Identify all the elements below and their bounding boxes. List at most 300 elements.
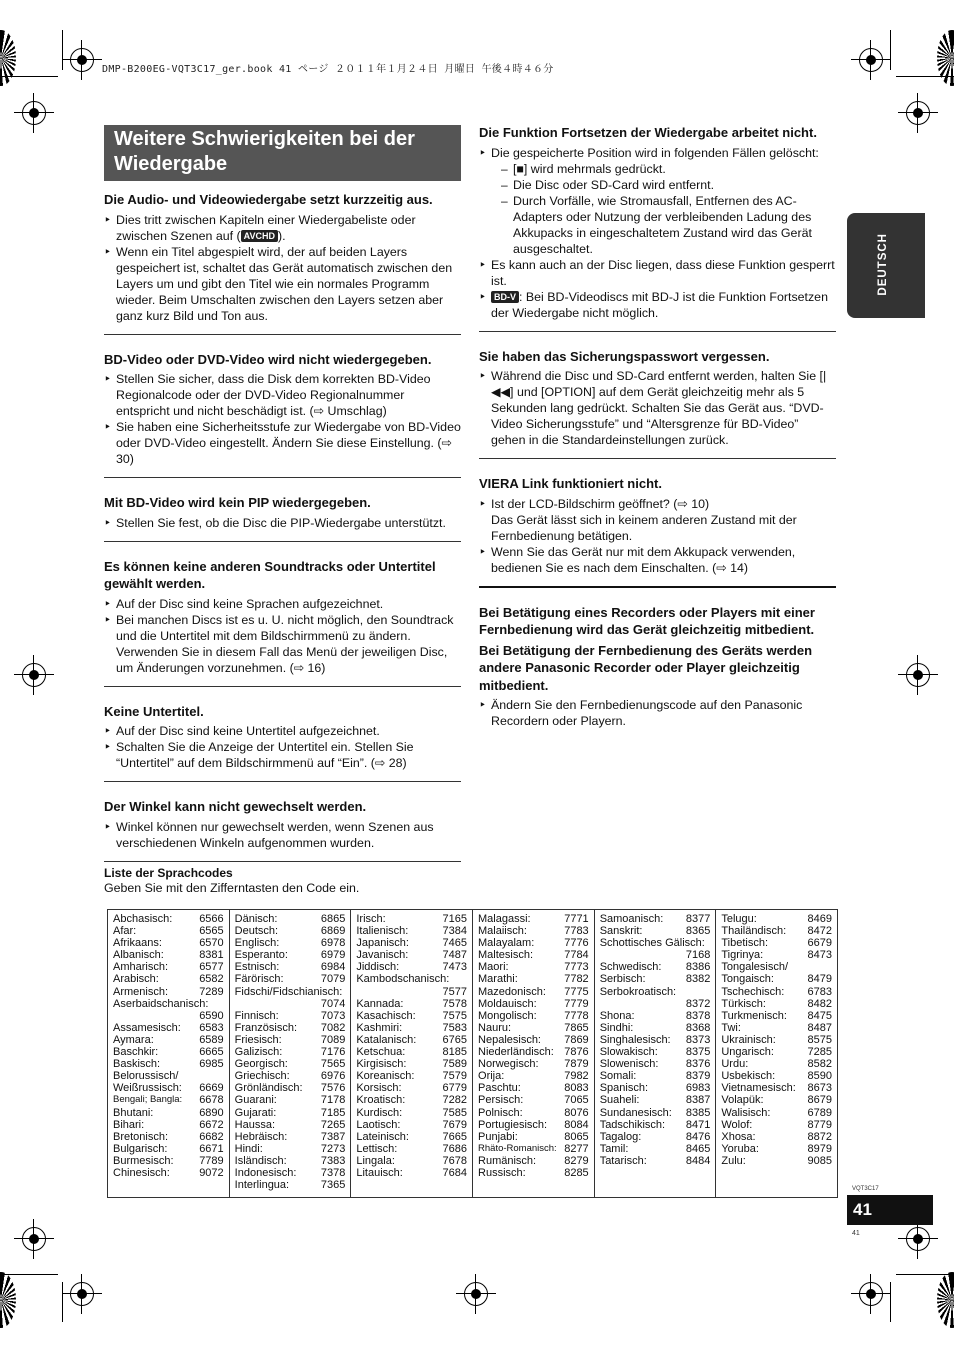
language-name: Polnisch: [478, 1106, 523, 1119]
language-code: 8375 [685, 1046, 711, 1059]
language-name: Maltesisch: [478, 949, 534, 962]
language-code: 7465 [442, 937, 468, 950]
language-code: 6890 [199, 1106, 224, 1119]
language-name: Urdu: [721, 1058, 749, 1071]
language-name: Xhosa: [721, 1130, 756, 1143]
language-row [600, 949, 711, 961]
language-row [235, 1046, 346, 1058]
language-code: 6665 [199, 1046, 224, 1059]
crop-mark [0, 76, 58, 77]
language-row [235, 1143, 346, 1155]
language-row [478, 1046, 589, 1058]
language-name: Bengali; Bangla: [113, 1094, 183, 1106]
language-row [600, 925, 711, 937]
language-code: 8385 [685, 1106, 711, 1119]
language-name: Englisch: [234, 937, 280, 950]
crop-mark [890, 30, 891, 70]
list-item [104, 419, 461, 467]
language-code: 7577 [442, 985, 468, 998]
language-row [600, 1022, 711, 1034]
language-row [113, 1010, 224, 1022]
language-code: 7779 [564, 997, 589, 1010]
language-name: Chinesisch: [113, 1166, 170, 1179]
language-row [721, 1022, 832, 1034]
language-row [600, 1107, 711, 1119]
list-item [479, 544, 836, 576]
language-row [113, 913, 224, 925]
item-text: Es kann auch an der Disc liegen, dass diese Funktion gesperrt ist. [491, 257, 835, 288]
list-item [104, 819, 461, 851]
language-name: Kirgisisch: [356, 1058, 407, 1071]
language-row [478, 913, 589, 925]
language-code: 8185 [442, 1046, 468, 1059]
language-row [356, 913, 467, 925]
language-name: Amharisch: [113, 961, 169, 974]
language-row [600, 1034, 711, 1046]
language-code: 8471 [685, 1118, 711, 1131]
item-list [479, 697, 836, 729]
language-code: 6678 [199, 1094, 224, 1107]
language-row [113, 1034, 224, 1046]
language-code: 8378 [685, 1009, 711, 1022]
language-code: 8482 [807, 997, 833, 1010]
language-row [113, 1119, 224, 1131]
language-name: Serbisch: [599, 973, 646, 986]
language-column [715, 910, 837, 1197]
language-name: Katalanisch: [356, 1033, 417, 1046]
language-row [356, 937, 467, 949]
item-text: Bei manchen Discs ist es u. U. nicht möglich, den Soundtrack und die Untertitel mit dem Bildschirmmenü zu ändern. Verwenden Sie in diesem Fall das Menü der jeweiligen Disc, um Änderungen vorzunehmen. (⇨ 16) [116, 612, 454, 675]
item-list [104, 212, 461, 324]
language-row [478, 1034, 589, 1046]
language-row [235, 1010, 346, 1022]
language-code: 7273 [320, 1142, 346, 1155]
language-code: 7686 [442, 1142, 468, 1155]
language-row [356, 1058, 467, 1070]
language-row [356, 998, 467, 1010]
language-name: Kurdisch: [356, 1106, 403, 1119]
language-row [721, 925, 832, 937]
language-name: Nauru: [478, 1021, 512, 1034]
registration-mark-icon [906, 1227, 930, 1251]
language-row [235, 925, 346, 937]
language-code: 7576 [320, 1082, 346, 1095]
language-code: 8373 [685, 1033, 711, 1046]
language-code: 6869 [320, 925, 346, 938]
language-row [113, 1082, 224, 1094]
list-item [104, 596, 461, 612]
language-code: 8379 [685, 1070, 711, 1083]
language-name: Schottisches Gälisch: [599, 937, 705, 950]
language-row [478, 1022, 589, 1034]
language-name: Ukrainisch: [721, 1033, 776, 1046]
language-name: Tamil: [599, 1142, 629, 1155]
section [479, 469, 836, 588]
item-list [479, 496, 836, 576]
language-code: 7082 [320, 1021, 346, 1034]
language-code: 7678 [442, 1154, 468, 1167]
language-code: 6577 [199, 961, 224, 974]
language-code: 7865 [564, 1021, 589, 1034]
side-tab [847, 213, 925, 318]
language-code: 8084 [564, 1118, 589, 1131]
language-row [235, 1094, 346, 1106]
language-code: 6566 [199, 913, 224, 925]
language-code: 6679 [807, 937, 833, 950]
language-code: 6570 [199, 937, 224, 950]
item-list [479, 368, 836, 448]
language-code: 7176 [320, 1046, 346, 1059]
language-code: 8465 [685, 1142, 711, 1155]
language-name: Samoanisch: [599, 913, 664, 925]
language-row [113, 1094, 224, 1106]
language-row [235, 1034, 346, 1046]
language-row [356, 1094, 467, 1106]
language-name: Malagassi: [478, 913, 531, 925]
language-row [235, 1082, 346, 1094]
language-name: Punjabi: [478, 1130, 518, 1143]
language-code: 8476 [685, 1130, 711, 1143]
language-name: Javanisch: [356, 949, 409, 962]
language-code: 6789 [807, 1106, 833, 1119]
section [479, 598, 836, 740]
language-name: Kashmiri: [356, 1021, 403, 1034]
language-row [113, 1131, 224, 1143]
crop-mark [896, 76, 954, 77]
language-row [600, 1094, 711, 1106]
language-name: Haussa: [234, 1118, 276, 1131]
language-code: 7783 [564, 925, 589, 938]
language-column [108, 910, 229, 1197]
item-continuation: Das Gerät lässt sich in keinem anderen Zustand mit der Fernbedienung betätigen. [491, 512, 797, 543]
language-row [113, 1046, 224, 1058]
section-heading: BD-Video oder DVD-Video wird nicht wiedergegeben. [104, 351, 432, 367]
language-row [721, 1010, 832, 1022]
language-name: Mongolisch: [478, 1009, 537, 1022]
language-row [478, 1119, 589, 1131]
section-heading: Es können keine anderen Soundtracks oder Untertitel gewählt werden. [104, 558, 436, 591]
item-text: Wenn Sie das Gerät nur mit dem Akkupack verwenden, bedienen Sie es nach dem Einschalten. (⇨ 14) [491, 544, 796, 575]
language-code: 7579 [442, 1070, 468, 1083]
language-row [478, 1143, 589, 1155]
language-name: Ketschua: [356, 1046, 406, 1059]
language-name: Orija: [478, 1070, 505, 1083]
language-row [600, 998, 711, 1010]
language-code: 7365 [320, 1179, 346, 1192]
language-row [600, 961, 711, 973]
language-row [113, 986, 224, 998]
language-codes-subtitle: Geben Sie mit den Zifferntasten den Code ein. [104, 881, 360, 895]
color-wheel-icon [937, 30, 954, 86]
language-name: Walisisch: [721, 1106, 771, 1119]
item-text: Sie haben eine Sicherheitsstufe zur Wiedergabe von BD-Video oder DVD-Video eingestellt. Ändern Sie diese Einstellung. (⇨ 30) [116, 420, 461, 466]
list-item [479, 289, 836, 321]
language-code: 7879 [564, 1058, 589, 1071]
language-row [235, 1167, 346, 1179]
language-row [721, 961, 832, 973]
item-text: Stellen Sie sicher, dass die Disk dem korrekten BD-Video Regionalcode oder der DVD-Video Regionalnummer entspricht und nicht beschädigt ist. (⇨ Umschlag) [116, 372, 431, 418]
sub-item: – [■] wird mehrmals gedrückt. [501, 161, 836, 177]
language-name: Maori: [478, 961, 509, 974]
language-row [113, 1167, 224, 1179]
language-code: 8779 [807, 1118, 833, 1131]
language-name: Esperanto: [234, 949, 288, 962]
language-row [721, 1155, 832, 1167]
language-column [229, 910, 351, 1197]
language-code: 6983 [685, 1082, 711, 1095]
language-name: Nepalesisch: [478, 1033, 541, 1046]
item-text: Ändern Sie den Fernbedienungscode auf den Panasonic Recordern oder Playern. [491, 698, 803, 728]
language-code: 8872 [807, 1130, 833, 1143]
language-name: Fidschi/Fidschianisch: [234, 985, 343, 998]
language-code: 7384 [442, 925, 468, 938]
language-row [235, 986, 346, 998]
section-heading: Die Audio- und Videowiedergabe setzt kurzzeitig aus. [104, 192, 433, 207]
language-row [113, 1143, 224, 1155]
language-code: 6978 [320, 937, 346, 950]
language-row [235, 1058, 346, 1070]
section [479, 342, 836, 460]
language-name: Laotisch: [356, 1118, 401, 1131]
language-code: 7487 [442, 949, 468, 962]
item-list [104, 723, 461, 771]
page-code: VQT3C17 [852, 1186, 879, 1192]
item-list [104, 819, 461, 851]
language-name: Griechisch: [234, 1070, 290, 1083]
language-code: 6985 [199, 1058, 224, 1071]
language-row [356, 1119, 467, 1131]
item-list [104, 371, 461, 467]
language-code: 8368 [685, 1021, 711, 1034]
language-row [235, 1131, 346, 1143]
language-name: Kambodschanisch: [356, 973, 450, 986]
language-row [113, 1058, 224, 1070]
language-name: Indonesisch: [234, 1166, 297, 1179]
language-code: 7784 [564, 949, 589, 962]
registration-mark-icon [22, 663, 46, 687]
language-code: 6672 [199, 1118, 224, 1131]
language-name: Lingala: [356, 1154, 395, 1167]
language-row [721, 1070, 832, 1082]
language-code: 7289 [199, 985, 224, 998]
language-code: 7869 [564, 1033, 589, 1046]
language-code: 8475 [807, 1009, 833, 1022]
crop-mark [890, 1282, 891, 1322]
language-name: Tigrinya: [721, 949, 764, 962]
section-heading: Sie haben das Sicherungspasswort vergessen. [479, 348, 770, 364]
language-row [721, 986, 832, 998]
language-row [356, 1034, 467, 1046]
language-code: 8469 [807, 913, 833, 925]
language-row [356, 973, 467, 985]
list-item [479, 368, 836, 448]
language-name: Kroatisch: [356, 1094, 406, 1107]
language-row [113, 961, 224, 973]
language-row [721, 1082, 832, 1094]
language-row [356, 1131, 467, 1143]
language-name: Sindhi: [599, 1021, 634, 1034]
language-row [356, 949, 467, 961]
language-row [235, 1022, 346, 1034]
language-code: 8979 [807, 1142, 833, 1155]
language-name: Moldauisch: [478, 997, 537, 1010]
item-text: Auf der Disc sind keine Untertitel aufgezeichnet. [116, 724, 380, 738]
language-row [600, 937, 711, 949]
language-row [235, 973, 346, 985]
language-name: Kannada: [356, 997, 404, 1010]
language-code: 7565 [320, 1058, 346, 1071]
language-row [235, 998, 346, 1010]
item-text: Die gespeicherte Position wird in folgenden Fällen gelöscht: [491, 145, 819, 160]
language-row [235, 1107, 346, 1119]
language-name: Georgisch: [234, 1058, 288, 1071]
language-row [721, 949, 832, 961]
registration-mark-icon [906, 663, 930, 687]
language-code: 7876 [564, 1046, 589, 1059]
language-name: Bretonisch: [113, 1130, 169, 1143]
language-name: Thailändisch: [721, 925, 787, 938]
crop-mark [896, 1274, 954, 1275]
language-name: Französisch: [234, 1021, 298, 1034]
side-tab-label: DEUTSCH [877, 233, 889, 296]
language-name: Belorussisch/ [113, 1070, 179, 1083]
language-name: Rhäto-Romanisch: [478, 1142, 557, 1154]
list-item [479, 257, 836, 289]
language-code: 7665 [442, 1130, 468, 1143]
language-name: Tongalesisch/ [721, 961, 789, 974]
language-code: 7378 [320, 1166, 346, 1179]
language-name: Friesisch: [234, 1033, 282, 1046]
language-code: 7387 [320, 1130, 346, 1143]
language-row [600, 1082, 711, 1094]
list-item [104, 739, 461, 771]
section [104, 185, 461, 335]
language-row [235, 1179, 346, 1191]
language-code: 8582 [807, 1058, 833, 1071]
language-code: 6583 [199, 1021, 224, 1034]
language-name: Aymara: [113, 1033, 154, 1046]
language-name: Interlingua: [234, 1179, 290, 1192]
language-row [478, 925, 589, 937]
language-row [235, 949, 346, 961]
language-name: Irisch: [356, 913, 386, 925]
language-code: 7079 [320, 973, 346, 986]
section [104, 488, 461, 542]
right-column [479, 118, 836, 749]
language-row [478, 986, 589, 998]
page-title: Weitere Schwierigkeiten bei der Wiedergabe [104, 125, 461, 181]
language-row [356, 1143, 467, 1155]
language-code: 7775 [564, 985, 589, 998]
language-name: Litauisch: [356, 1166, 403, 1179]
language-name: Afrikaans: [113, 937, 162, 950]
language-name: Zulu: [721, 1154, 746, 1167]
language-code: 7679 [442, 1118, 468, 1131]
language-row [721, 998, 832, 1010]
language-name: Weißrussisch: [113, 1082, 182, 1095]
section-heading: Der Winkel kann nicht gewechselt werden. [104, 799, 367, 814]
language-code: 9072 [199, 1166, 224, 1179]
section-heading: Mit BD-Video wird kein PIP wiedergegeben. [104, 495, 371, 510]
language-code: 7073 [320, 1009, 346, 1022]
language-row [478, 949, 589, 961]
language-code: 6671 [199, 1142, 224, 1155]
registration-mark-icon [70, 1282, 94, 1306]
language-code: 6669 [199, 1082, 224, 1095]
list-item [104, 723, 461, 739]
language-code: 7578 [442, 997, 468, 1010]
language-code: 7089 [320, 1033, 346, 1046]
language-code: 8376 [685, 1058, 711, 1071]
language-code: 7773 [564, 961, 589, 974]
section [104, 345, 461, 479]
language-code: 6682 [199, 1130, 224, 1143]
language-row [478, 1058, 589, 1070]
language-name: Lateinisch: [356, 1130, 409, 1143]
language-code: 7265 [320, 1118, 346, 1131]
language-name: Isländisch: [234, 1154, 287, 1167]
language-name: Japanisch: [356, 937, 409, 950]
language-row [356, 1010, 467, 1022]
language-row [235, 961, 346, 973]
language-row [113, 1107, 224, 1119]
language-name: Bulgarisch: [113, 1142, 168, 1155]
section-heading: VIERA Link funktioniert nicht. [479, 476, 662, 491]
language-row [600, 1155, 711, 1167]
language-name: Jiddisch: [356, 961, 400, 974]
item-text: : Bei BD-Videodiscs mit BD-J ist die Funktion Fortsetzen der Wiedergabe nicht möglich. [491, 289, 828, 320]
language-code: 7178 [320, 1094, 346, 1107]
language-code: 6582 [199, 973, 224, 986]
language-name: Kasachisch: [356, 1009, 416, 1022]
list-item [104, 612, 461, 676]
language-code: 7065 [564, 1094, 589, 1107]
page-small-number: 41 [852, 1230, 860, 1237]
language-name: Telugu: [721, 913, 757, 925]
language-name: Sundanesisch: [599, 1106, 672, 1119]
language-code: 8387 [685, 1094, 711, 1107]
language-row [721, 937, 832, 949]
language-name: Gujarati: [234, 1106, 277, 1119]
language-code: 6590 [199, 1009, 224, 1022]
language-code: 6589 [199, 1033, 224, 1046]
language-row [356, 925, 467, 937]
registration-mark-icon [464, 1282, 488, 1306]
language-row [600, 1143, 711, 1155]
language-name: Spanisch: [599, 1082, 648, 1095]
language-code: 8065 [564, 1130, 589, 1143]
language-name: Tongaisch: [721, 973, 774, 986]
file-header: DMP-B200EG-VQT3C17_ger.book 41 ページ ２０１１年１月２４日 月曜日 午後４時４６分 [102, 64, 554, 75]
language-code: 7684 [442, 1166, 468, 1179]
language-name: Deutsch: [234, 925, 279, 938]
language-name: Paschtu: [478, 1082, 521, 1095]
page-number: 41 [853, 1200, 872, 1219]
sub-item: – Durch Vorfälle, wie Stromausfall, Entfernen des AC-Adapters oder Nutzung der verbleibenden Ladung des Akkupacks in eingeschaltetem Zustand wird das Gerät ausgeschaltet. [501, 193, 836, 257]
language-row [478, 1070, 589, 1082]
language-code: 8365 [685, 925, 711, 938]
language-code: 6783 [807, 985, 833, 998]
language-name: Bhutani: [113, 1106, 154, 1119]
color-wheel-icon [0, 1272, 16, 1328]
language-name: Rumänisch: [478, 1154, 537, 1167]
item-text: Auf der Disc sind keine Sprachen aufgezeichnet. [116, 596, 384, 611]
language-row [721, 1058, 832, 1070]
language-row [356, 1167, 467, 1179]
language-row [600, 1058, 711, 1070]
language-code: 8479 [807, 973, 833, 986]
language-row [113, 998, 224, 1010]
